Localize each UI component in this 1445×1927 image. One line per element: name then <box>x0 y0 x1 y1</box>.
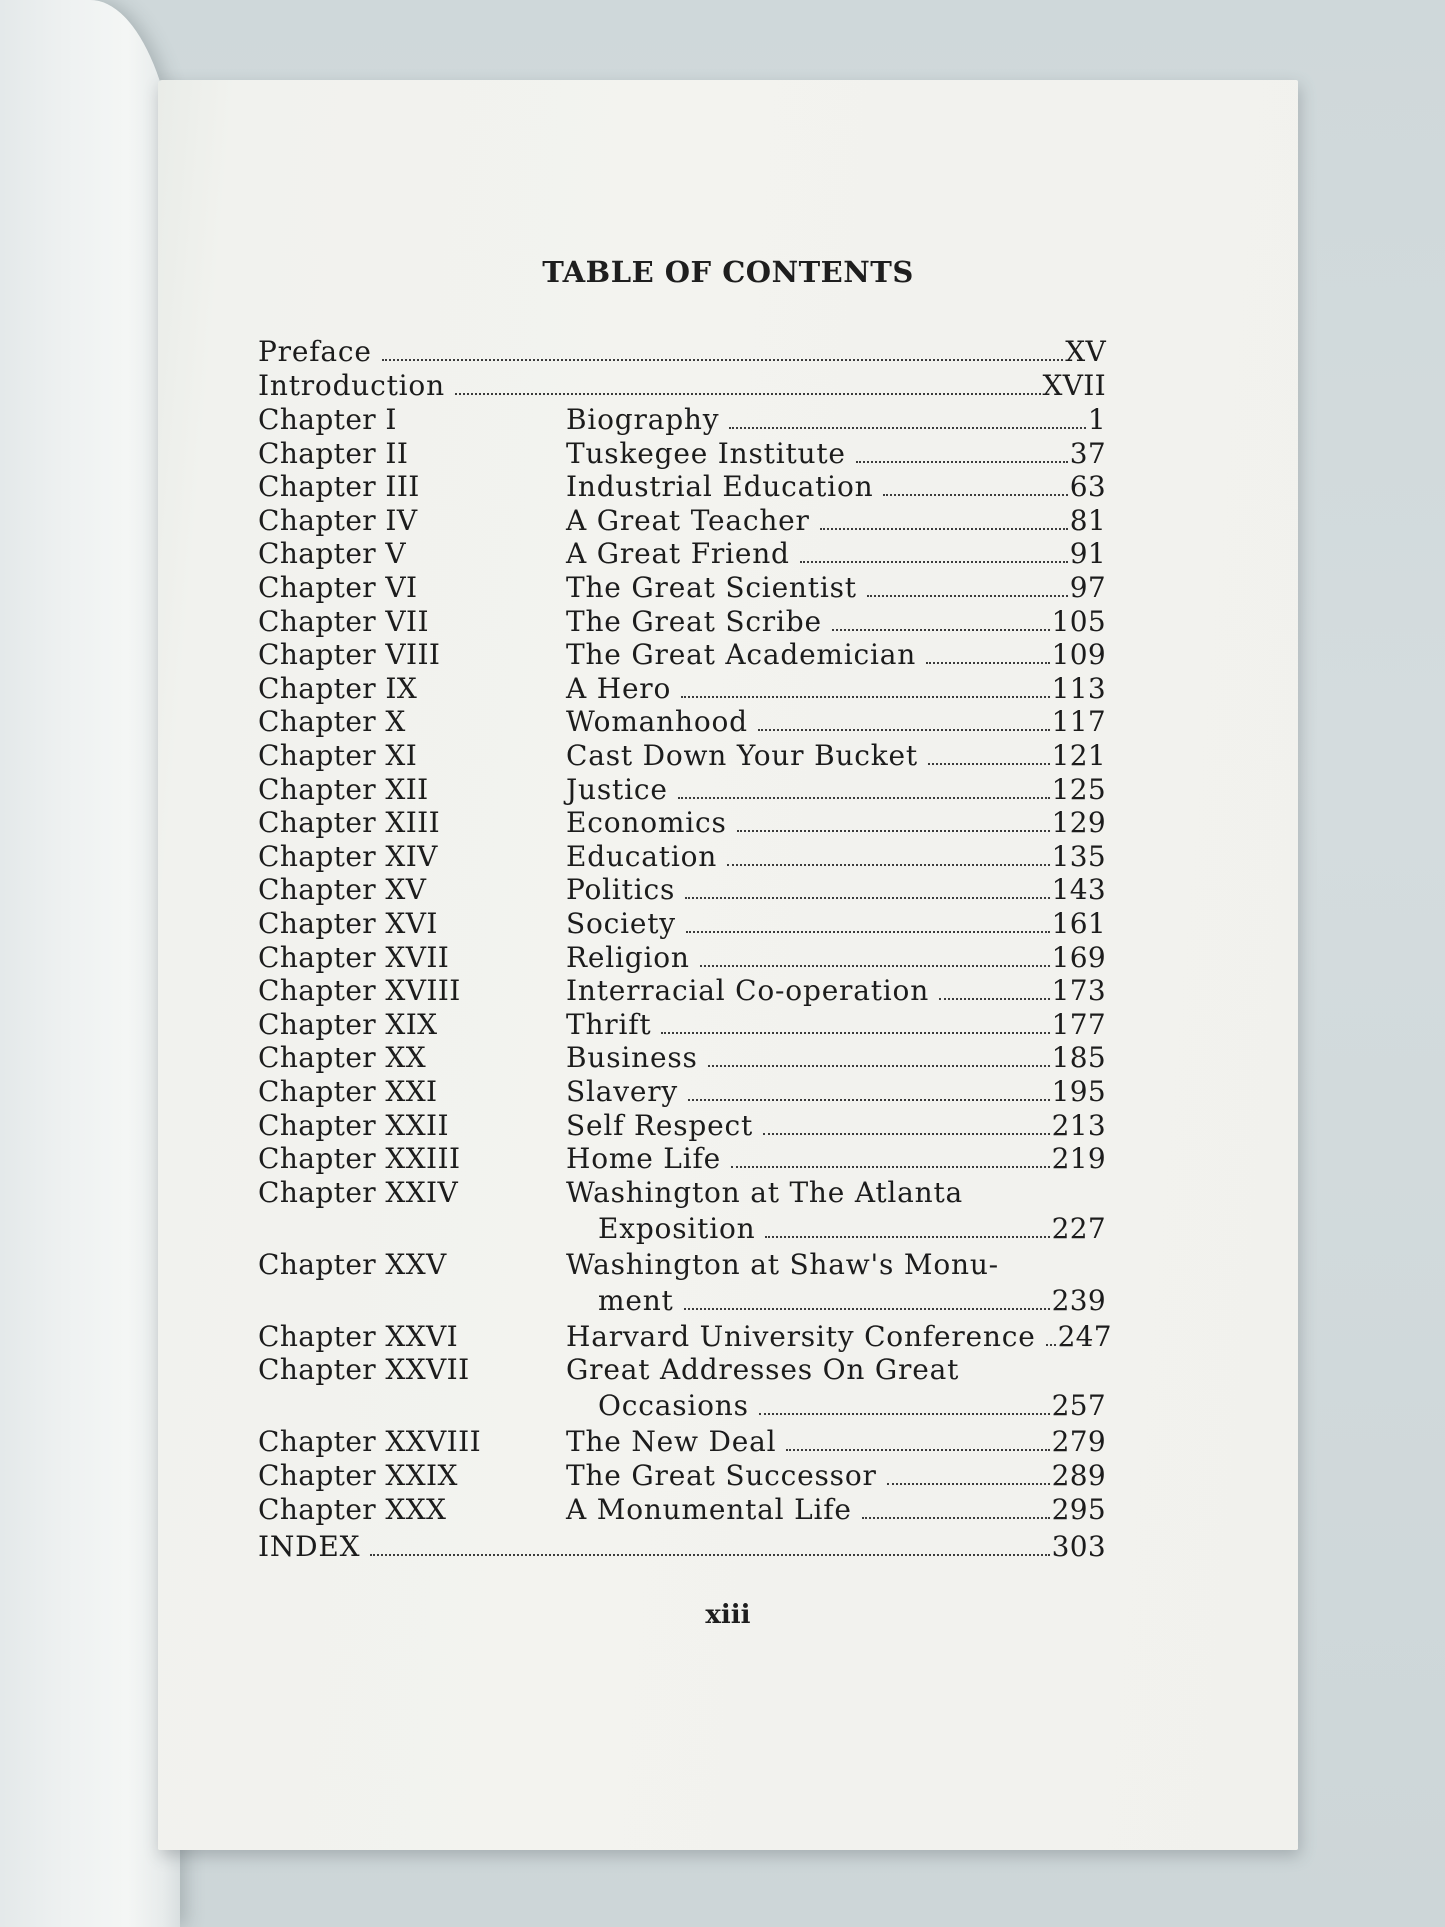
toc-page-number: 303 <box>1051 1530 1106 1564</box>
book-page <box>158 80 1298 1850</box>
dot-leader <box>939 998 1050 1000</box>
chapter-title: A Great Teacher <box>566 503 810 537</box>
toc-page-number: XVII <box>1042 369 1106 402</box>
dot-leader <box>455 393 1041 395</box>
toc-row-chapter <box>158 1008 1298 1042</box>
chapter-label: Chapter XVI <box>258 907 438 940</box>
chapter-title: A Great Friend <box>566 537 790 571</box>
chapter-label: Chapter V <box>258 537 407 571</box>
toc-row-index <box>158 1530 1298 1564</box>
toc-row-chapter <box>158 571 1298 605</box>
toc-label: Introduction <box>258 369 445 402</box>
chapter-page-number: 117 <box>1051 705 1106 739</box>
chapter-title-continued: Occasions <box>598 1389 749 1423</box>
chapter-page-number: 121 <box>1051 739 1106 772</box>
chapter-page-number: 135 <box>1051 839 1106 873</box>
chapter-title: Great Addresses On Great <box>566 1353 960 1387</box>
chapter-page-number: 81 <box>1069 503 1106 537</box>
dot-leader <box>1046 1344 1056 1346</box>
dot-leader <box>370 1554 1049 1556</box>
chapter-title: Thrift <box>566 1007 652 1041</box>
dot-leader <box>867 595 1068 597</box>
chapter-page-number: 169 <box>1051 940 1106 974</box>
toc-row-chapter <box>158 537 1298 571</box>
chapter-title: Business <box>566 1041 698 1075</box>
toc-row-chapter <box>158 1425 1298 1459</box>
facing-page-edge <box>0 0 180 1927</box>
dot-leader <box>758 729 1050 731</box>
chapter-page-number: 91 <box>1069 537 1106 571</box>
toc-row-chapter <box>158 470 1298 504</box>
toc-row-chapter <box>158 638 1298 672</box>
chapter-title: Harvard University Conference <box>566 1319 1036 1353</box>
toc-row-chapter <box>158 1353 1298 1423</box>
chapter-title: Washington at Shaw's Monu- <box>566 1247 999 1281</box>
chapter-title: Politics <box>566 873 676 907</box>
chapter-label: Chapter XV <box>258 873 427 907</box>
page-folio: xiii <box>705 1600 751 1630</box>
chapter-title: A Hero <box>566 671 672 705</box>
dot-leader <box>763 1133 1050 1135</box>
toc-row-chapter <box>158 403 1298 437</box>
chapter-title: The Great Scribe <box>566 604 822 638</box>
dot-leader <box>800 561 1068 563</box>
chapter-label: Chapter XXI <box>258 1075 438 1108</box>
toc-row-chapter <box>158 907 1298 941</box>
chapter-page-number: 213 <box>1051 1108 1106 1142</box>
dot-leader <box>856 461 1068 463</box>
chapter-page-number: 247 <box>1057 1319 1112 1353</box>
dot-leader <box>883 494 1067 496</box>
chapter-title: The Great Successor <box>566 1459 877 1492</box>
chapter-title: Education <box>566 839 718 873</box>
chapter-title: A Monumental Life <box>566 1492 852 1526</box>
chapter-title: Society <box>566 907 676 940</box>
chapter-label: Chapter XXVI <box>258 1319 459 1353</box>
dot-leader <box>708 1065 1050 1067</box>
toc-row-chapter <box>158 1142 1298 1176</box>
dot-leader <box>926 662 1050 664</box>
dot-leader <box>928 763 1050 765</box>
dot-leader <box>887 1483 1050 1485</box>
chapter-label: Chapter XXIX <box>258 1459 458 1492</box>
chapter-page-number: 113 <box>1051 671 1106 705</box>
chapter-label: Chapter IV <box>258 503 418 537</box>
toc-row-chapter <box>158 739 1298 773</box>
chapter-title: Womanhood <box>566 705 748 739</box>
chapter-page-number: 1 <box>1087 403 1106 436</box>
toc-row-chapter <box>158 437 1298 471</box>
chapter-label: Chapter II <box>258 436 409 470</box>
toc-row-chapter <box>158 1459 1298 1493</box>
chapter-title: Self Respect <box>566 1108 754 1142</box>
chapter-page-number: 195 <box>1051 1075 1106 1108</box>
chapter-page-number: 295 <box>1051 1492 1106 1526</box>
chapter-title-continued: Exposition <box>598 1211 756 1245</box>
dot-leader <box>759 1413 1050 1415</box>
chapter-title: Slavery <box>566 1075 679 1108</box>
chapter-page-number: 289 <box>1051 1459 1106 1492</box>
toc-row-chapter <box>158 672 1298 706</box>
chapter-label: Chapter XXIV <box>258 1175 459 1209</box>
chapter-title: Washington at The Atlanta <box>566 1175 964 1209</box>
chapter-page-number: 105 <box>1051 604 1106 638</box>
chapter-label: Chapter XIX <box>258 1007 438 1041</box>
dot-leader <box>685 897 1050 899</box>
dot-leader <box>820 528 1068 530</box>
dot-leader <box>681 696 1050 698</box>
chapter-label: Chapter I <box>258 403 397 436</box>
chapter-title: Tuskegee Institute <box>566 436 846 470</box>
dot-leader <box>678 797 1050 799</box>
chapter-page-number: 125 <box>1051 772 1106 806</box>
chapter-label: Chapter VII <box>258 604 429 638</box>
toc-row-chapter <box>158 941 1298 975</box>
toc-row-chapter <box>158 1041 1298 1075</box>
chapter-title: Cast Down Your Bucket <box>566 739 918 772</box>
toc-row-chapter <box>158 1320 1298 1354</box>
toc-row-chapter <box>158 1109 1298 1143</box>
dot-leader <box>832 629 1050 631</box>
chapter-label: Chapter XIV <box>258 839 438 873</box>
toc-row-chapter <box>158 504 1298 538</box>
dot-leader <box>727 864 1050 866</box>
chapter-title: Home Life <box>566 1142 721 1176</box>
toc-row-chapter <box>158 806 1298 840</box>
dot-leader <box>737 830 1050 832</box>
toc-row-chapter <box>158 1175 1298 1245</box>
chapter-page-number: 37 <box>1069 436 1106 470</box>
chapter-page-number: 219 <box>1051 1142 1106 1176</box>
chapter-label: Chapter X <box>258 705 406 739</box>
toc-page-number: XV <box>1065 335 1106 368</box>
chapter-label: Chapter XXII <box>258 1108 449 1142</box>
chapter-label: Chapter XXVII <box>258 1353 470 1387</box>
chapter-title: Interracial Co-operation <box>566 974 930 1008</box>
toc-row-chapter <box>158 605 1298 639</box>
chapter-title: Industrial Education <box>566 470 874 504</box>
chapter-label: Chapter XIII <box>258 806 441 840</box>
chapter-title: Economics <box>566 806 727 840</box>
toc-row-introduction <box>158 369 1298 403</box>
dot-leader <box>731 1166 1050 1168</box>
chapter-page-number: 63 <box>1069 470 1106 504</box>
dot-leader <box>765 1236 1049 1238</box>
dot-leader <box>686 931 1050 933</box>
chapter-label: Chapter III <box>258 470 420 504</box>
chapter-page-number: 257 <box>1051 1389 1106 1423</box>
chapter-title: The New Deal <box>566 1425 777 1459</box>
chapter-page-number: 161 <box>1051 907 1106 940</box>
chapter-page-number: 185 <box>1051 1041 1106 1075</box>
chapter-title: Justice <box>566 772 668 806</box>
toc-row-chapter <box>158 840 1298 874</box>
chapter-page-number: 177 <box>1051 1007 1106 1041</box>
chapter-page-number: 143 <box>1051 873 1106 907</box>
toc-row-chapter <box>158 1075 1298 1109</box>
toc-row-preface <box>158 335 1298 369</box>
chapter-label: Chapter XVII <box>258 940 450 974</box>
chapter-page-number: 279 <box>1051 1425 1106 1459</box>
dot-leader <box>382 359 1064 361</box>
toc-row-chapter <box>158 773 1298 807</box>
chapter-label: Chapter XX <box>258 1041 427 1075</box>
dot-leader <box>786 1449 1049 1451</box>
chapter-page-number: 97 <box>1069 571 1106 604</box>
toc-label: Preface <box>258 335 372 368</box>
chapter-label: Chapter VI <box>258 571 418 604</box>
chapter-title: Biography <box>566 403 720 436</box>
chapter-page-number: 129 <box>1051 806 1106 840</box>
chapter-page-number: 239 <box>1051 1283 1106 1317</box>
toc-row-chapter <box>158 1247 1298 1317</box>
chapter-label: Chapter XII <box>258 772 429 806</box>
toc-row-chapter <box>158 974 1298 1008</box>
chapter-title-continued: ment <box>598 1283 674 1317</box>
toc-row-chapter <box>158 873 1298 907</box>
chapter-label: Chapter XXVIII <box>258 1425 482 1459</box>
dot-leader <box>700 965 1050 967</box>
chapter-label: Chapter XXX <box>258 1492 447 1526</box>
toc-label: INDEX <box>258 1530 361 1564</box>
chapter-label: Chapter XVIII <box>258 974 461 1008</box>
chapter-label: Chapter IX <box>258 671 418 705</box>
chapter-title: Religion <box>566 940 690 974</box>
chapter-page-number: 109 <box>1051 638 1106 672</box>
dot-leader <box>661 1032 1049 1034</box>
chapter-label: Chapter XI <box>258 739 418 772</box>
toc-row-chapter <box>158 1493 1298 1527</box>
chapter-title: The Great Scientist <box>566 571 857 604</box>
chapter-page-number: 227 <box>1051 1211 1106 1245</box>
chapter-label: Chapter VIII <box>258 638 441 672</box>
dot-leader <box>862 1517 1050 1519</box>
toc-row-chapter <box>158 705 1298 739</box>
dot-leader <box>688 1099 1050 1101</box>
page-title: TABLE OF CONTENTS <box>542 255 914 289</box>
dot-leader <box>684 1308 1050 1310</box>
chapter-page-number: 173 <box>1051 974 1106 1008</box>
chapter-label: Chapter XXV <box>258 1247 447 1281</box>
chapter-title: The Great Academician <box>566 638 917 672</box>
dot-leader <box>729 427 1086 429</box>
chapter-label: Chapter XXIII <box>258 1142 461 1176</box>
